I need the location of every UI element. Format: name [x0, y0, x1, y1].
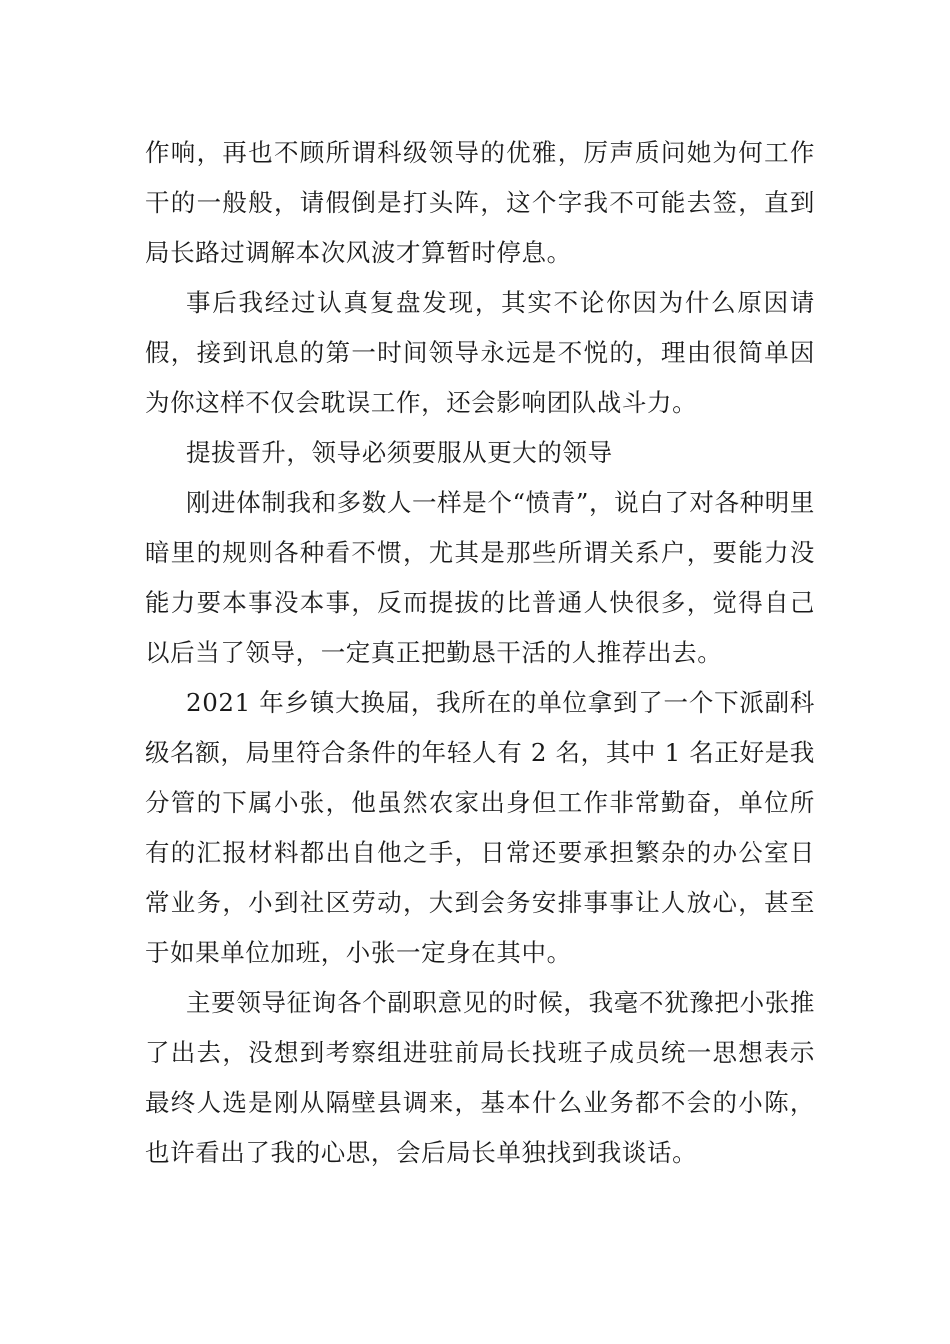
document-body: [145, 128, 815, 1178]
paragraph-reflection: 事后我经过认真复盘发现，其实不论你因为什么原因请假，接到讯息的第一时间领导永远是不悦的，理由很简单因为你这样不仅会耽误工作，还会影响团队战斗力。: [145, 288, 815, 417]
paragraph-continuation: 作响，再也不顾所谓科级领导的优雅，厉声质问她为何工作干的一般般，请假倒是打头阵，这个字我不可能去签，直到局长路过调解本次风波才算暂时停息。: [145, 138, 815, 267]
section-heading: 提拔晋升，领导必须要服从更大的领导: [186, 438, 613, 467]
paragraph-leader-consultation: 主要领导征询各个副职意见的时候，我毫不犹豫把小张推了出去，没想到考察组进驻前局长找班子成员统一思想表示最终人选是刚从隔壁县调来，基本什么业务都不会的小陈，也许看出了我的心思，会后局长单独找到我谈话。: [145, 988, 815, 1167]
paragraph-2021-election: 2021 年乡镇大换届，我所在的单位拿到了一个下派副科级名额，局里符合条件的年轻人有 2 名，其中 1 名正好是我分管的下属小张，他虽然农家出身但工作非常勤奋，单位所有的汇报材料都出自他之手，日常还要承担繁杂的办公室日常业务，小到社区劳动，大到会务安排事事让人放心，甚至于如果单位加班，小张一定身在其中。: [145, 688, 815, 967]
paragraph-early-career: 刚进体制我和多数人一样是个“愤青”，说白了对各种明里暗里的规则各种看不惯，尤其是那些所谓关系户，要能力没能力要本事没本事，反而提拔的比普通人快很多，觉得自己以后当了领导，一定真正把勤恳干活的人推荐出去。: [145, 488, 815, 667]
